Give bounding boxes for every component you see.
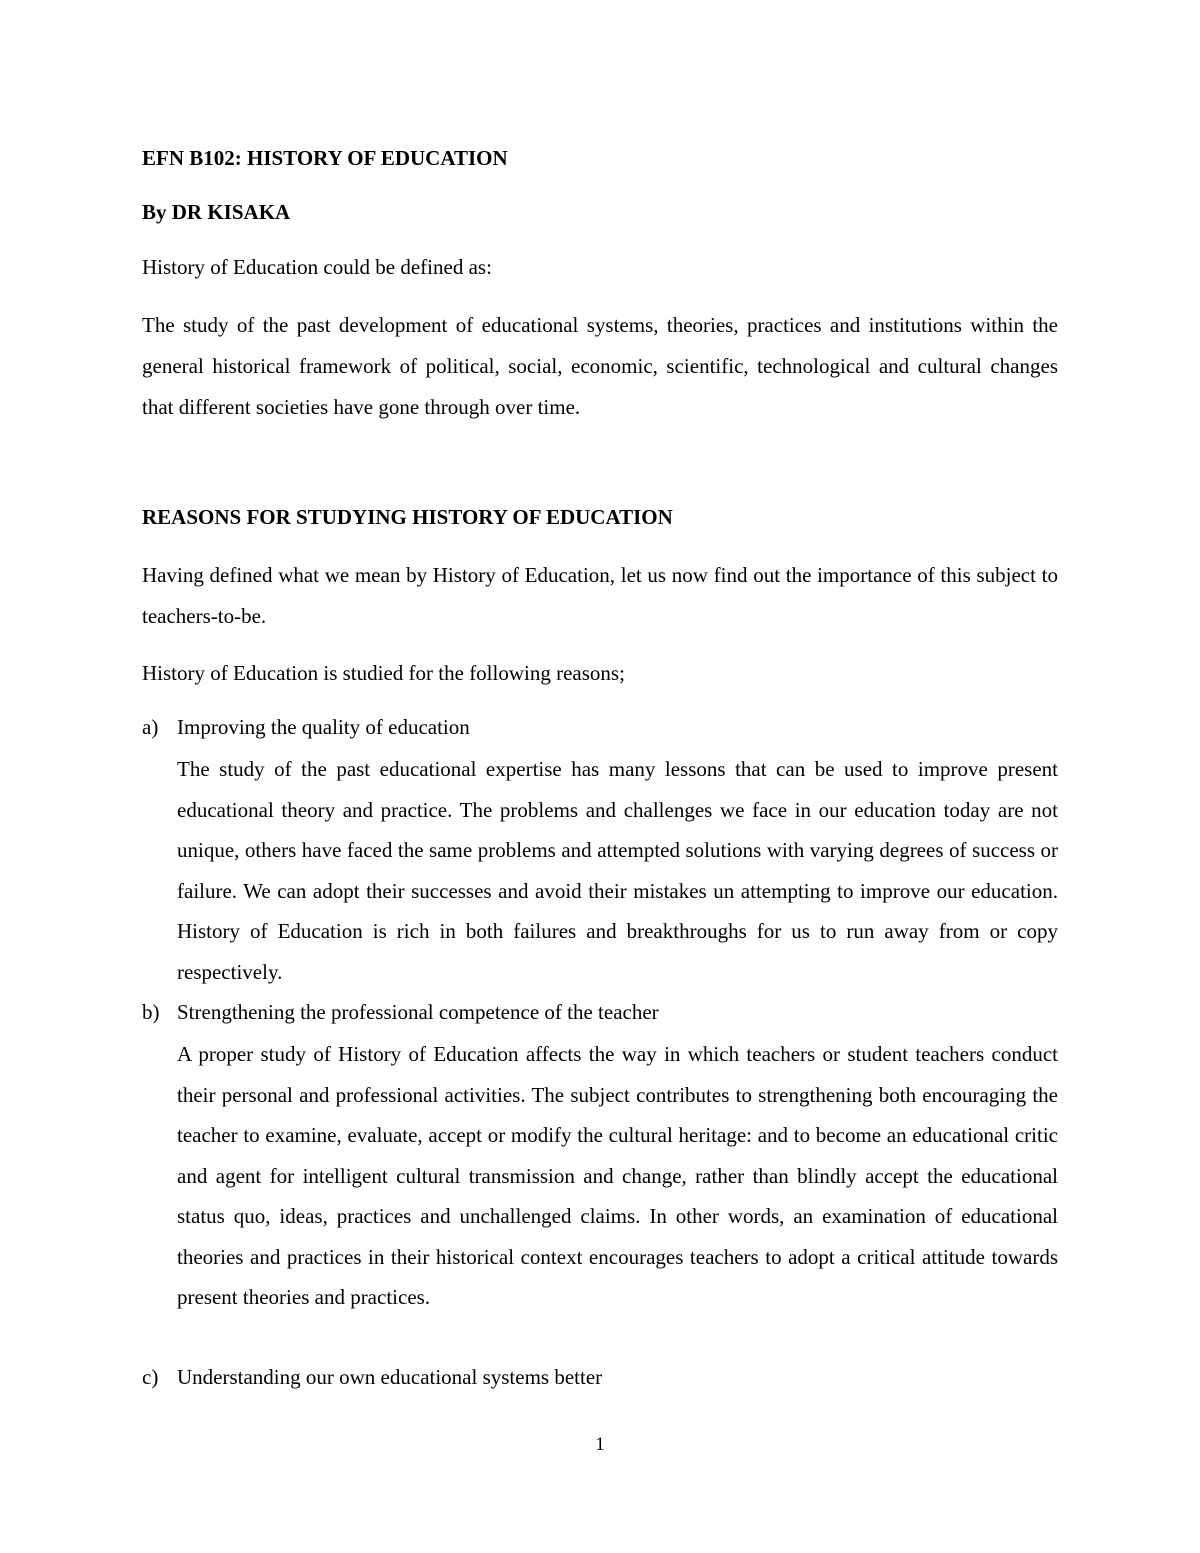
list-label: b) — [142, 1000, 160, 1024]
reason-heading: Understanding our own educational systems better — [177, 1365, 603, 1389]
section-heading: REASONS FOR STUDYING HISTORY OF EDUCATION — [142, 505, 673, 529]
section-intro-paragraph: Having defined what we mean by History of Education, let us now find out the importance of this subject to teachers-to-be. — [142, 563, 1058, 628]
list-label: a) — [142, 715, 159, 739]
reason-heading: Strengthening the professional competence of the teacher — [177, 1000, 659, 1024]
reason-body: A proper study of History of Education affects the way in which teachers or student teachers conduct their personal and professional activities. The subject contributes to strengthening both encouraging the teacher to examine, evaluate, accept or modify the cultural heritage: and to become an educational critic and agent for intelligent cultural transmission and change, rather than blindly accept the educational status quo, ideas, practices and unchallenged claims. In other words, an examination of educational theories and practices in their historical context encourages teachers to adopt a critical attitude towards present theories and practices. — [177, 1042, 1058, 1309]
author-line: By DR KISAKA — [142, 200, 291, 224]
document-page — [142, 0, 1058, 1553]
course-title: EFN B102: HISTORY OF EDUCATION — [142, 146, 508, 170]
reason-body: The study of the past educational expertise has many lessons that can be used to improve present educational theory and practice. The problems and challenges we face in our education today are not unique, others have faced the same problems and attempted solutions with varying degrees of success or failure. We can adopt their successes and avoid their mistakes un attempting to improve our education. History of Education is rich in both failures and breakthroughs for us to run away from or copy respectively. — [177, 757, 1058, 984]
page-number: 1 — [595, 1434, 605, 1455]
reasons-intro: History of Education is studied for the following reasons; — [142, 661, 625, 685]
definition-paragraph: The study of the past development of educational systems, theories, practices and institutions within the general historical framework of political, social, economic, scientific, technological and cultural changes that different societies have gone through over time. — [142, 313, 1058, 419]
reason-heading: Improving the quality of education — [177, 715, 470, 739]
definition-intro: History of Education could be defined as: — [142, 255, 492, 279]
list-label: c) — [142, 1365, 159, 1389]
